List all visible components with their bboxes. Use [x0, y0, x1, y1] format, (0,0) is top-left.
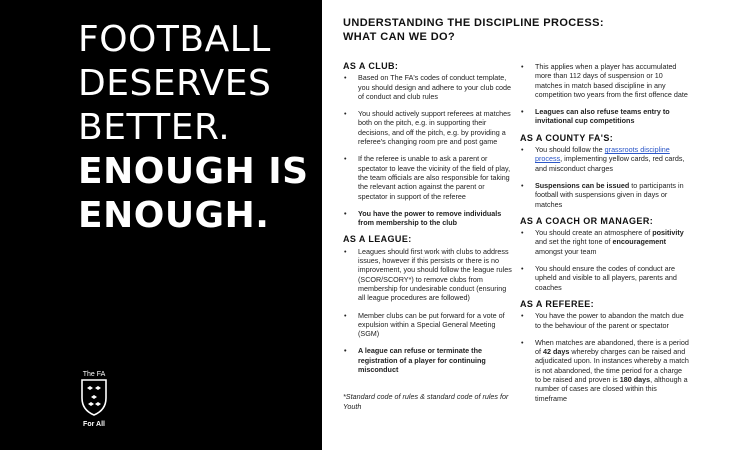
list-item: • You have the power to remove individuals from membership to the club — [343, 209, 513, 228]
grassroots-discipline-link[interactable]: grassroots discipline process — [535, 145, 670, 164]
list-item — [520, 145, 690, 173]
coach-list — [520, 228, 690, 292]
county-list — [520, 145, 690, 209]
referee-list — [520, 311, 690, 403]
text-span: and set the right tone of — [535, 237, 613, 247]
list-item: • You have the power to abandon the match due to the behaviour of the parent or spectator — [520, 311, 690, 330]
list-item: • If the referee is unable to ask a parent or spectator to leave the vicinity of the field of play, the team officials are also responsible for taking the relevant action against the parent or spectator in support of the referee — [343, 154, 513, 200]
section-heading-referee: AS A REFEREE: — [520, 298, 595, 309]
page-title — [343, 16, 604, 44]
headline — [78, 18, 309, 238]
league-list — [343, 247, 513, 375]
section-heading-coach: AS A COACH OR MANAGER: — [520, 215, 654, 226]
list-item: • Leagues should first work with clubs to address issues, however if this persists or there is no improvement, you should follow the league rules (SCOR/SCORY*) to remove clubs from membership for undesirable conduct (ensuring all league procedures are followed) — [343, 247, 513, 303]
list-item: • Leagues can also refuse teams entry to invitational cup competitions — [520, 107, 690, 126]
text-span: whereby charges can be raised and adjudicated upon. In instances whereby a match is not abandoned, the time period for a charge to be raised and proven is — [535, 347, 689, 385]
list-item — [520, 338, 690, 403]
logo-top-text: The FA — [82, 371, 106, 378]
text-span: When matches are abandoned, there is a period of — [535, 337, 689, 357]
text-span: encouragement — [612, 237, 667, 247]
text-span: , although a number of cases are closed within this timeframe — [535, 375, 688, 403]
text-span: Suspensions can be issued — [535, 180, 630, 190]
list-item: • You should ensure the codes of conduct are upheld and visible to all players, parents and coaches — [520, 264, 690, 292]
footnote: *Standard code of rules & standard code of rules for Youth — [343, 392, 509, 411]
club-list — [343, 73, 513, 227]
list-item: • This applies when a player has accumulated more than 112 days of suspension or 10 matches in match based discipline in any competition two years from the first offence date — [520, 62, 690, 99]
logo-bottom-text: For All — [83, 421, 105, 428]
list-item — [520, 228, 690, 256]
section-heading-league: AS A LEAGUE: — [343, 234, 412, 245]
text-span: , implementing yellow cards, red cards, and misconduct charges — [535, 154, 685, 173]
left-panel — [0, 0, 322, 450]
list-item: • A league can refuse or terminate the registration of a player for continuing misconduct — [343, 346, 513, 374]
list-item: • You should actively support referees at matches both on the pitch, e.g. in supporting their decisions, and off the pitch, e.g. by providing a referee's changing room pre and post game — [343, 109, 513, 146]
headline-line-1: FOOTBALL — [78, 19, 271, 60]
text-span: amongst your team — [535, 246, 597, 256]
headline-line-2: DESERVES — [78, 63, 272, 104]
headline-line-4: ENOUGH IS — [78, 151, 309, 192]
title-line-2: WHAT CAN WE DO? — [343, 31, 456, 43]
headline-line-3: BETTER. — [78, 107, 231, 148]
section-heading-county: AS A COUNTY FA'S: — [520, 132, 614, 143]
league-list-continued — [520, 62, 690, 126]
column-left — [343, 62, 513, 411]
text-span: You should follow the — [535, 145, 605, 155]
title-line-1: UNDERSTANDING THE DISCIPLINE PROCESS: — [343, 17, 604, 29]
headline-line-5: ENOUGH. — [78, 195, 270, 236]
list-item: • Member clubs can be put forward for a vote of expulsion within a Special General Meeting (SGM) — [343, 311, 513, 339]
text-span: 42 days — [543, 347, 570, 357]
text-span: to participants in football with suspensions given in days or matches — [535, 180, 684, 209]
list-item — [520, 181, 690, 209]
column-right — [520, 62, 690, 411]
text-span: 180 days — [619, 375, 651, 385]
right-panel — [322, 0, 750, 450]
section-heading-club: AS A CLUB: — [343, 61, 399, 71]
text-span: positivity — [652, 228, 684, 238]
fa-crest-logo — [76, 368, 112, 428]
text-span: You should create an atmosphere of — [535, 228, 653, 238]
list-item: • Based on The FA's codes of conduct template, you should design and adhere to your club code of conduct and club rules — [343, 73, 513, 101]
